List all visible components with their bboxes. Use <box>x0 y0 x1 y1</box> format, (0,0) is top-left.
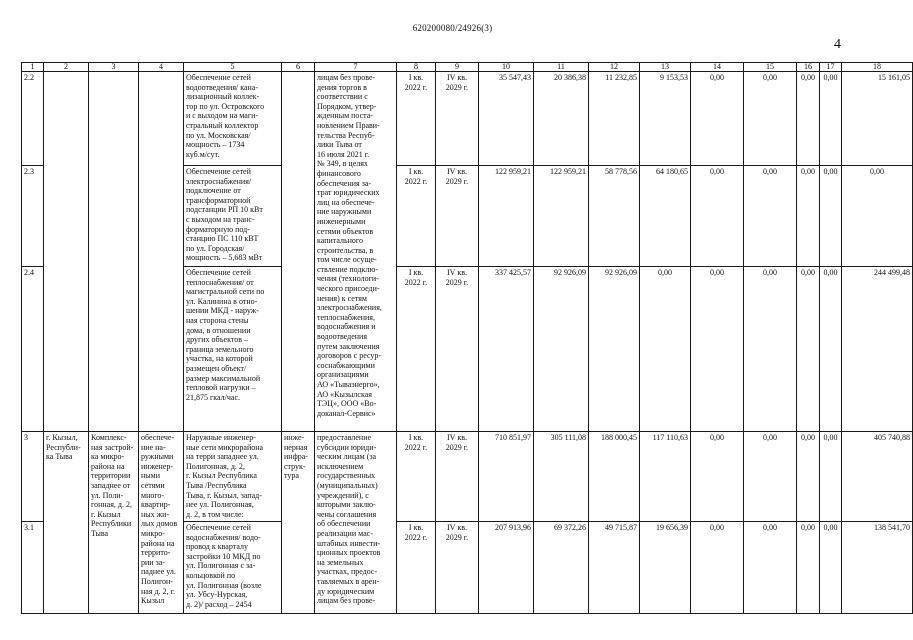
value-cell: 0,00 <box>820 267 842 432</box>
value-cell: 0,00 <box>744 166 797 267</box>
value-cell: 405 740,88 <box>842 432 913 522</box>
value-cell: 0,00 <box>797 72 820 166</box>
value-cell: 0,00 <box>797 432 820 522</box>
value-cell: 19 656,39 <box>640 522 691 614</box>
end-date: IV кв. 2029 г. <box>436 72 479 166</box>
value-cell: 69 372,26 <box>534 522 589 614</box>
value-cell: 188 000,45 <box>589 432 640 522</box>
value-cell: 0,00 <box>744 522 797 614</box>
start-date: I кв. 2022 г. <box>397 432 436 522</box>
infrastructure-type-cell: инже- нерная инфра- струк- тура <box>282 432 315 614</box>
project-goal-cell: обеспече- ние на- ружными инженер- ными сетями много- квартир- ных жи- лых домов микро- района на террито- рии за- паднее ул. Полигон- ная д. 2, г. Кызыл <box>139 432 184 614</box>
value-cell: 117 110,63 <box>640 432 691 522</box>
start-date: I кв. 2022 г. <box>397 267 436 432</box>
funding-mechanism-text: предоставление субсидии юриди- ческим лицам (за исключением государственных (муниципальных) учреждений), с которыми заклю- чены соглашения об обеспечении реализации мас- штабных инвести- ционных проектов на земельных участках, предос- тавляемых в арен- ду юридическим лицам без прове- <box>315 432 397 614</box>
document-id: 620200080/24926(3) <box>412 23 493 33</box>
col-header: 15 <box>744 63 797 72</box>
end-date: IV кв. 2029 г. <box>436 166 479 267</box>
value-cell: 35 547,43 <box>479 72 534 166</box>
end-date: IV кв. 2029 г. <box>436 267 479 432</box>
col-header: 13 <box>640 63 691 72</box>
col-header: 2 <box>44 63 89 72</box>
end-date: IV кв. 2029 г. <box>436 522 479 614</box>
empty-cell <box>89 72 139 432</box>
row-number: 2.4 <box>22 267 44 432</box>
object-description: Обеспечение сетей теплоснабжения/ от магистральной сети по ул. Калинина в отно- шении МКД - наруж- ная сторона стены дома, в отношении других объектов – граница земельного участка, на которой размещен объект/ размер максимальной тепловой нагрузки – 21,875 гкал/час. <box>184 267 282 432</box>
value-cell: 122 959,21 <box>534 166 589 267</box>
col-header: 17 <box>820 63 842 72</box>
end-date: IV кв. 2029 г. <box>436 432 479 522</box>
value-cell: 0,00 <box>820 432 842 522</box>
col-header: 12 <box>589 63 640 72</box>
empty-cell <box>282 72 315 432</box>
value-cell: 0,00 <box>797 166 820 267</box>
value-cell: 0,00 <box>744 267 797 432</box>
object-description: Обеспечение сетей водоснабжения/ водо- провод к кварталу застройки 10 МКД по ул. Полигонная с за- кольцовкой по ул. Полигонная (возле ул. Убсу-Нурская, д. 2)/ расход – 2454 <box>184 522 282 614</box>
value-cell: 0,00 <box>691 72 744 166</box>
value-cell: 0,00 <box>820 72 842 166</box>
main-table-wrapper <box>21 62 910 614</box>
value-cell: 122 959,21 <box>479 166 534 267</box>
value-cell: 0,00 <box>640 267 691 432</box>
value-cell: 0,00 <box>744 432 797 522</box>
value-cell: 138 541,70 <box>842 522 913 614</box>
value-cell: 58 778,56 <box>589 166 640 267</box>
project-name-cell: Комплекс- ная застрой- ка микро- района на территории западнее от ул. Поли- гонная, д. 2, г. Кызыл Республики Тыва <box>89 432 139 614</box>
value-cell: 0,00 <box>691 166 744 267</box>
col-header: 7 <box>315 63 397 72</box>
col-header: 8 <box>397 63 436 72</box>
value-cell: 0,00 <box>691 267 744 432</box>
start-date: I кв. 2022 г. <box>397 522 436 614</box>
row-number: 3 <box>22 432 44 522</box>
value-cell: 0,00 <box>820 522 842 614</box>
col-header: 4 <box>139 63 184 72</box>
value-cell: 92 926,09 <box>589 267 640 432</box>
value-cell: 92 926,09 <box>534 267 589 432</box>
column-number-row <box>22 63 913 72</box>
value-cell: 11 232,85 <box>589 72 640 166</box>
page-number: 4 <box>834 37 841 52</box>
location-cell: г. Кызыл, Республи- ка Тыва <box>44 432 89 614</box>
row-number: 2.2 <box>22 72 44 166</box>
value-cell: 0,00 <box>797 267 820 432</box>
value-cell: 20 386,38 <box>534 72 589 166</box>
object-description: Обеспечение сетей водоотведения/ кана- лизационный коллек- тор по ул. Островского и с выходом на маги- стральный коллектор по ул. Московская/ мощность – 1734 куб.м/сут. <box>184 72 282 166</box>
row-number: 2.3 <box>22 166 44 267</box>
value-cell: 49 715,87 <box>589 522 640 614</box>
col-header: 6 <box>282 63 315 72</box>
infrastructure-table <box>21 62 913 614</box>
empty-cell <box>44 72 89 432</box>
start-date: I кв. 2022 г. <box>397 72 436 166</box>
value-cell: 0,00 <box>691 522 744 614</box>
value-cell: 0,00 <box>820 166 842 267</box>
col-header: 9 <box>436 63 479 72</box>
value-cell: 64 180,65 <box>640 166 691 267</box>
start-date: I кв. 2022 г. <box>397 166 436 267</box>
funding-mechanism-text: лицам без прове- дения торгов в соответствии с Порядком, утвер- жденным поста- новлением Прави- тельства Респуб- лики Тыва от 16 июля 2021 г. № 349, в целях финансового обеспечения за- трат юридических лиц на обеспече- ние наружными инженерными сетями объектов капитального строительства, в том числе осуще- ствление подклю- чения (технологи- ческого присоеди- нения) к сетям электроснабжения, теплоснабжения, водоснабжения и водоотведения путем заключения договоров с ресур- соснабжающими организациями АО «Тываэнерго», АО «Кызылская ТЭЦ», ООО «Во- доканал-Сервис» <box>315 72 397 432</box>
value-cell: 337 425,57 <box>479 267 534 432</box>
value-cell: 15 161,05 <box>842 72 913 166</box>
value-cell: 710 851,97 <box>479 432 534 522</box>
col-header: 18 <box>842 63 913 72</box>
col-header: 1 <box>22 63 44 72</box>
value-cell: 244 499,48 <box>842 267 913 432</box>
col-header: 5 <box>184 63 282 72</box>
value-cell: 0,00 <box>797 522 820 614</box>
empty-cell <box>139 72 184 432</box>
value-cell: 9 153,53 <box>640 72 691 166</box>
object-description: Наружные инженер- ные сети микрорайона на терри западнее ул. Полигонная, д. 2, г. Кызыл Республика Тыва /Республика Тыва, г. Кызыл, запад- нее ул. Полигонная, д. 2, в том числе: <box>184 432 282 522</box>
col-header: 11 <box>534 63 589 72</box>
value-cell: 305 111,08 <box>534 432 589 522</box>
col-header: 16 <box>797 63 820 72</box>
col-header: 10 <box>479 63 534 72</box>
value-cell: 0,00 <box>842 166 913 267</box>
table-row <box>22 432 913 522</box>
table-row <box>22 72 913 166</box>
col-header: 14 <box>691 63 744 72</box>
col-header: 3 <box>89 63 139 72</box>
row-number: 3.1 <box>22 522 44 614</box>
value-cell: 0,00 <box>744 72 797 166</box>
value-cell: 0,00 <box>691 432 744 522</box>
value-cell: 207 913,96 <box>479 522 534 614</box>
object-description: Обеспечение сетей электроснабжения/ подключение от трансформаторной подстанции РП 10 кВт с выходом на транс- форматорную под- станцию ПС 110 кВТ по ул. Городская/ мощность – 5,683 мВт <box>184 166 282 267</box>
